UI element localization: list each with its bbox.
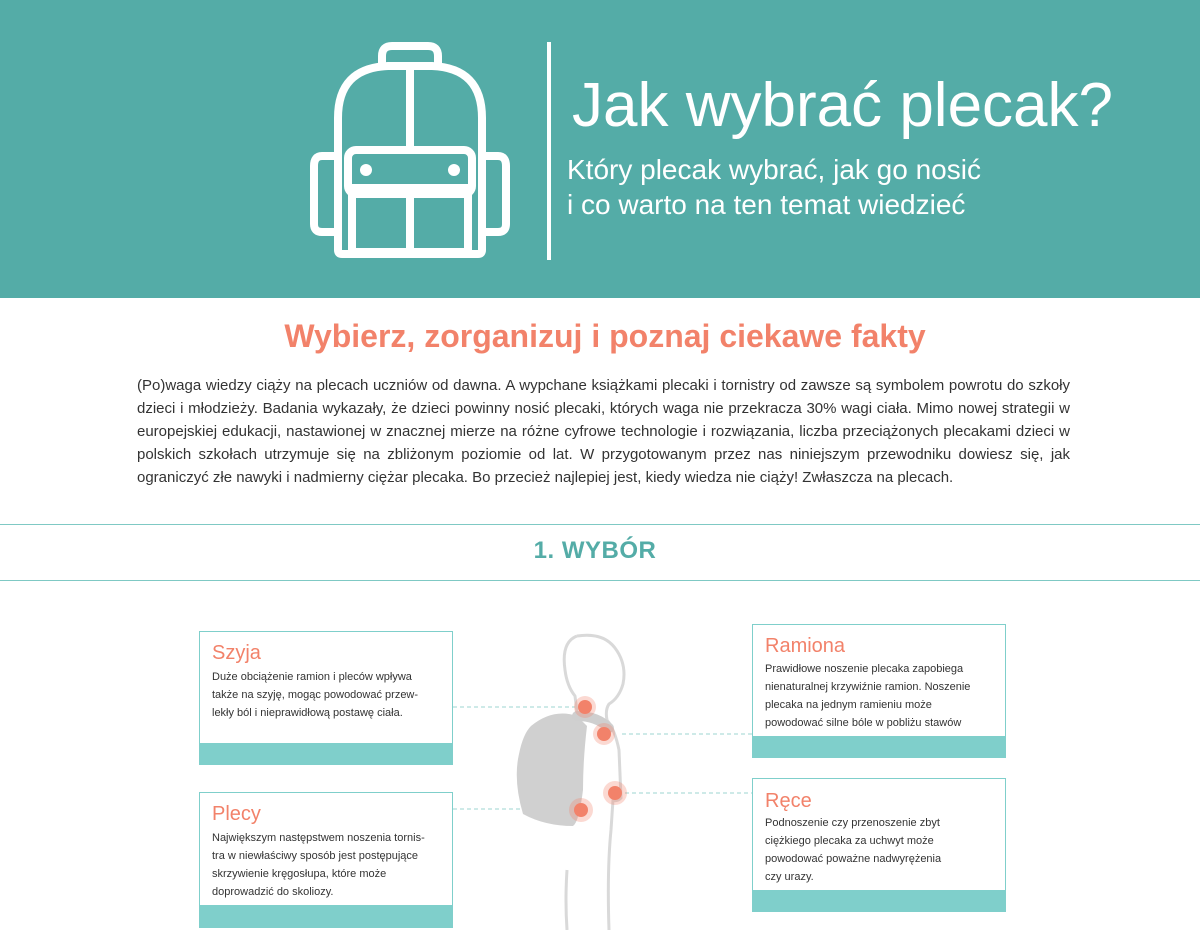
card-back-line: skrzywienie kręgosłupa, które może bbox=[212, 868, 387, 880]
hero-divider bbox=[547, 42, 551, 260]
card-neck-title: Szyja bbox=[212, 642, 261, 664]
card-neck-line: także na szyję, mogąc powodować przew- bbox=[212, 689, 419, 701]
card-hands bbox=[752, 778, 1006, 912]
backpack-icon bbox=[300, 38, 520, 263]
card-shoulders-line: Prawidłowe noszenie plecaka zapobiega bbox=[765, 663, 964, 675]
intro-paragraph: (Po)waga wiedzy ciąży na plecach uczniów od dawna. A wypchane książkami plecaki i tornistry od zawsze są symbolem powrotu do szkoły dzieci i młodzieży. Badania wykazały, że dzieci powinny nosić plecaki, których waga nie przekracza 30% wagi ciała. Mimo nowej strategii w europejskiej edukacji, nastawionej w znacznej mierze na różne cyfrowe technologie i rozwiązania, liczba przeciążonych plecakami dzieci w polskich szkołach utrzymuje się na zbliżonym poziomie od lat. W przygotowanym przez nas niniejszym przewodniku dowiesz się, jak ograniczyć złe nawyki i nadmierny ciężar plecaka. Bo przecież najlepiej jest, kiedy wiedza nie ciąży! Zwłaszcza na plecach. bbox=[137, 377, 1070, 486]
card-shoulders-line: powodować silne bóle w pobliżu stawów bbox=[765, 717, 962, 729]
card-shoulders-title: Ramiona bbox=[765, 635, 846, 657]
card-hands-text bbox=[765, 814, 941, 886]
card-neck-line: lekły ból i nieprawidłową postawę ciała. bbox=[212, 707, 403, 719]
divider-bottom bbox=[0, 580, 1200, 581]
card-hands-line: Podnoszenie czy przenoszenie zbyt bbox=[765, 817, 940, 829]
card-back-line: doprowadzić do skoliozy. bbox=[212, 886, 334, 898]
step-title: 1. WYBÓR bbox=[533, 537, 657, 564]
hand-marker bbox=[608, 786, 622, 800]
card-shoulders-line: plecaka na jednym ramieniu może bbox=[765, 699, 932, 711]
card-hands-footer bbox=[753, 890, 1005, 911]
subtitle-line-2: i co warto na ten temat wiedzieć bbox=[567, 189, 966, 220]
card-neck bbox=[199, 631, 453, 765]
card-back-line: tra w niewłaściwy sposób jest postępujące bbox=[212, 850, 419, 862]
hero-banner bbox=[0, 0, 1200, 298]
card-back-title: Plecy bbox=[212, 803, 261, 825]
card-back-footer bbox=[200, 905, 452, 927]
divider-top bbox=[0, 524, 1200, 525]
card-back bbox=[199, 792, 453, 928]
page-title: Jak wybrać plecak? bbox=[572, 71, 1114, 140]
card-back-text bbox=[212, 829, 425, 901]
card-hands-title: Ręce bbox=[765, 790, 812, 812]
card-neck-text bbox=[212, 668, 418, 722]
card-hands-line: powodować poważne nadwyrężenia bbox=[765, 853, 942, 865]
card-shoulders-line: nienaturalnej krzywiźnie ramion. Noszenie bbox=[765, 681, 971, 693]
child-silhouette bbox=[505, 630, 655, 930]
card-back-line: Największym następstwem noszenia tornis- bbox=[212, 832, 425, 844]
back-marker bbox=[574, 803, 588, 817]
shoulder-marker bbox=[597, 727, 611, 741]
neck-marker bbox=[578, 700, 592, 714]
section-title: Wybierz, zorganizuj i poznaj ciekawe fakty bbox=[284, 318, 926, 354]
page-subtitle bbox=[567, 152, 1167, 222]
card-neck-footer bbox=[200, 743, 452, 764]
card-neck-line: Duże obciążenie ramion i pleców wpływa bbox=[212, 671, 412, 683]
card-shoulders-text bbox=[765, 660, 970, 732]
card-shoulders-footer bbox=[753, 736, 1005, 757]
subtitle-line-1: Który plecak wybrać, jak go nosić bbox=[567, 154, 981, 185]
card-hands-line: ciężkiego plecaka za uchwyt może bbox=[765, 835, 934, 847]
card-shoulders bbox=[752, 624, 1006, 758]
card-hands-line: czy urazy. bbox=[765, 871, 814, 883]
